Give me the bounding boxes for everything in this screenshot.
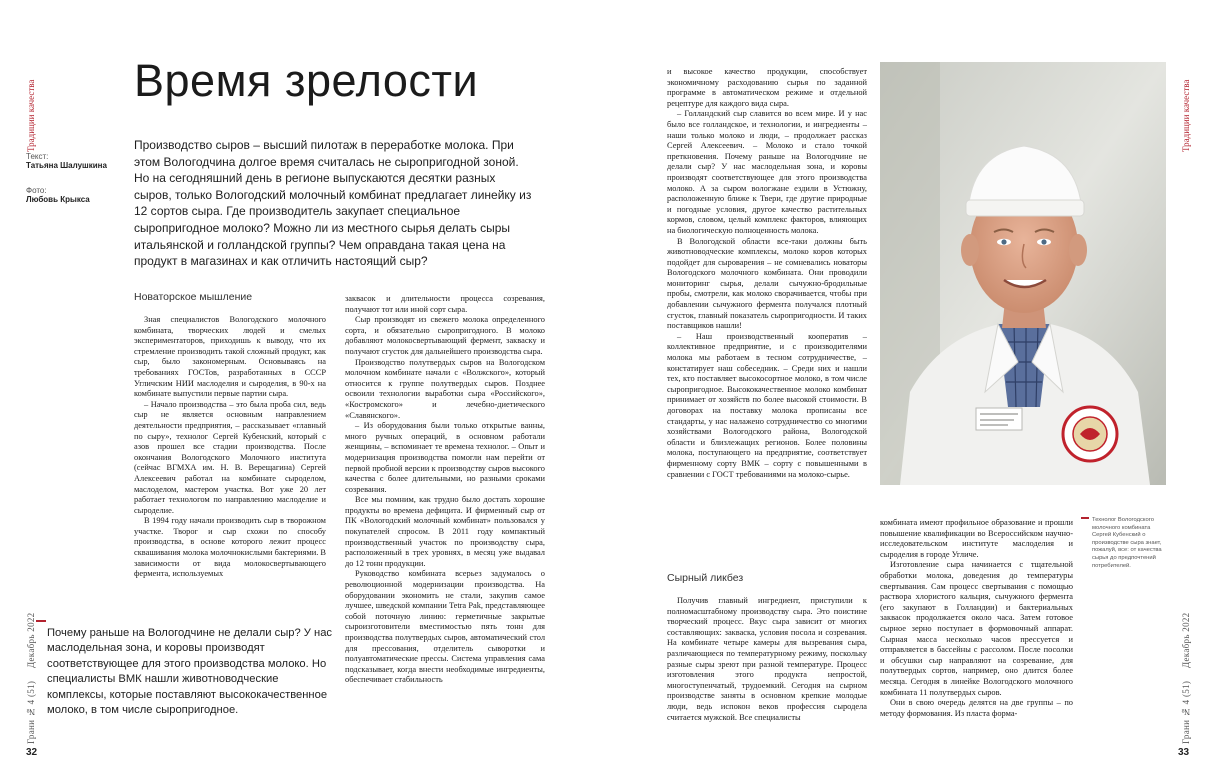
paragraph: комбината имеют профильное образование и прошли повышение квалификации во Всероссийском научно-исследовательском институте маслоделия и сыроделия в городе Угличе. [880,518,1073,559]
page-number-right: 33 [1178,747,1190,758]
credit-text-label: Текст: [26,152,49,161]
paragraph: В Вологодской области все-таки должны быть животноводческие комплексы, молоко коров которых подойдет для сыроварения – не сомневались новаторы Вологодского молочного комбината. Они проводили мониторинг сырья, делали сычужно-бродильные пробы, смотрели, как молоко сворачивается, чтобы при добавлении сычужного фермента получался плотный сгусток, главный показатель сыропригодности. И таких поставщиков нашли! [667,236,867,331]
date-label-left: Декабрь 2022 [26,612,36,669]
paragraph: Все мы помним, как трудно было достать хорошие продукты во времена дефицита. И фирменный сыр от ПК «Вологодский молочный комбинат» пользовался у покупателей спросом. В 2011 году компактный производственный участок по производству сыра, расположенный в трех уровнях, в месяц уже выдавал до 12 тонн продукции. [345,495,545,568]
paragraph: Они в свою очередь делятся на две группы – по методу формования. Из пласта форма- [880,698,1073,718]
article-title: Время зрелости [134,55,479,106]
text-column-3b [667,596,867,738]
portrait-photo [880,62,1166,485]
page-number-left: 32 [26,747,38,758]
caption-accent-bar [1081,517,1089,519]
quote-accent-bar [36,620,46,622]
text-column-3 [667,67,867,553]
article-lead: Производство сыров – высший пилотаж в переработке молока. При этом Вологодчина долгое время считалась не сыропригодной зоной. Но на сегодняшний день в регионе выпускаются десятки разных сыров, только Вологодский молочный комбинат предлагает линейку из 12 сортов сыра. Где производитель закупает специальное сыропригодное молоко? Можно ли из местного сырья делать сыры итальянской и голландской группы? Чем оправдана такая цена на продукт в магазинах и как отличить настоящий сыр? [134,138,532,269]
paragraph: – Наш производственный кооператив – коллективное предприятие, и с производителями молока мы работаем в тесном сотрудничестве, – констатирует наш собеседник. – Среди них и нашли тех, кто поставляет высокосортное молоко, в том числе сыропригодное. Высококачественное молоко комбинат принимает от хозяйств по более высокой стоимости. В договорах на поставку молока прописаны все стандарты, у нас налажено сотрудничество со многими хозяйствами Вологодского района, Вологодской области и близлежащих регионов. Более половины молока, поступающего на предприятие, соответствует фирменному сорту ВМК – сорту с повышенными в сравнении с ГОСТ требованиями на молоко-сырье. [667,331,867,479]
paragraph: Сыр производят из свежего молока определенного сорта, и обязательно сыропригодного. В молоко добавляют молокосвертывающий фермент, закваску и получают сгусток для дальнейшего производства сыра. [345,315,545,356]
credit-photo-label: Фото: [26,186,47,195]
date-label-right: Декабрь 2022 [1181,612,1191,669]
paragraph: и высокое качество продукции, способствует экономичному расходованию сырья по заданной программе в автоматическом режиме и отдельной рецептуре для каждого вида сыра. [667,67,867,108]
paragraph: В 1994 году начали производить сыр в творожном участке. Творог и сыр схожи по способу производства, в основе которого лежит процесс сквашивания молока молочнокислыми бактериями. В зависимости от вида молокосвертывающего фермента, используемых [134,516,326,579]
paragraph: – Начало производства – это была проба сил, ведь сыр не является основным направлением деятельности предприятия, – рассказывает «главный по сыру», технолог Сергей Кубенский, который с азов прошел все стадии производства. После окончания Вологодского Молочного института (сейчас ВГМХА им. Н. В. Верещагина) Сергей Алексеевич работал на комбинате сыроделом, маслоделом, мастером участка. Вот уже 20 лет работает технологом по направлению маслоделие и сыроделие. [134,399,326,515]
credit-text [26,152,107,170]
issue-date-right [1181,612,1191,744]
portrait-illustration [880,62,1166,485]
issue-label-left: Грани № 4 (51) [26,680,36,744]
paragraph: Зная специалистов Вологодского молочного комбината, творческих людей и смелых экспериментаторов, приходишь к выводу, что их стремление производить такой сложный продукт, как сыр, было закономерным. Основываясь на требованиях ГОСТов, разработанных в СССР Угличским НИИ маслоделия и сыроделия, в 90-х на комбинате выпустили первые партии сыра. [134,315,326,399]
paragraph: заквасок и длительности процесса созревания, получают тот или иной сорт сыра. [345,294,545,314]
paragraph: Получив главный ингредиент, приступили к полномасштабному производству сыра. Это поистине творческий процесс. Вкус сыра зависит от многих составляющих: закваска, условия посола и созревания. На комбинате четыре камеры для вызревания сыра, различающиеся по температурному режиму, поскольку разные сыры зреют при разной температуре. Процесс изготовления этого продукта непростой, многоступенчатый, трудоемкий. Сегодня на сырном производстве заняты в основном крепкие молодые люди, ведь испокон веков профессия сыродела считается мужской. Все специалисты [667,596,867,722]
credit-photo-name: Любовь Крыкса [26,195,90,204]
text-column-1 [134,315,326,597]
text-column-4 [880,518,1073,738]
paragraph: – Голландский сыр славится во всем мире. И у нас было все голландское, и технологии, и ингредиенты – наши только молоко и люди, – продолжает рассказ Сергей Алексеевич. – Молоко и стало точкой преткновения. Почему раньше на Вологодчине не делали сыр? У нас маслодельная зона, и коровы производят соответствующее для этого производства молоко. А за сыром вологжане ездили в Устюжну, расположенную ближе к Твери, где другие природные и погодные условия, другое качество растительных кормов, словом, целый комплекс факторов, влияющих на биологическую полноценность молока. [667,109,867,235]
rubric-left: Традиции качества [26,79,36,152]
paragraph: Изготовление сыра начинается с тщательной обработки молока, доведения до температуры свертывания. Сам процесс свертывания с помощью раствора хлористого кальция, сычужного фермента (его закупают в Голландии) и бактериальных заквасок продолжается около часа. Затем готовое сырное зерно поступает в формовочный аппарат. Сырная масса несколько часов прессуется и отправляется в бассейны с рассолом. После посолки и обсушки сыр направляют на созревание, для полутвердых сортов, например, оно длится более месяца. Сегодня в линейке Вологодского молочного комбината 11 полутвердых сыров. [880,560,1073,697]
pull-quote: Почему раньше на Вологодчине не делали сыр? У нас маслодельная зона, и коровы производят соответствующее для этого производства молоко. Но специалисты ВМК нашли животноводческие комплексы, которые поставляют высококачественное молоко, в том числе сыропригодное. [47,627,333,717]
text-column-2 [345,294,545,738]
rubric-right: Традиции качества [1181,79,1191,152]
issue-label-right: Грани № 4 (51) [1181,680,1191,744]
issue-date-left [26,612,36,744]
section-heading-1: Новаторское мышление [134,291,253,303]
paragraph: – Из оборудования были только открытые ванны, многo ручных операций, в основном работали женщины, – вспоминает те времена технолог. – Опыт и модернизация производства помогли нам перейти от первой пробной версии к производству сыров высокого качества с более длительными, но разными сроками созревания. [345,421,545,494]
section-heading-2: Сырный ликбез [667,572,744,584]
credit-photo [26,186,90,204]
photo-caption: Технолог Вологодского молочного комбината Сергей Кубенский о производстве сыра знает, пожалуй, все: от качества сырья до предпочтений потребителей. [1092,517,1162,569]
paragraph: Руководство комбината всерьез задумалось о революционной модернизации производства. На оборудовании экономить не стали, закупив самое лучшее, шведской компании Tetra Pak, представляющее собой поточную линию: герметичные закрытые сыроизготовители вместимостью пять тонн для производства полутвердых сыров, автоматический стол для прессования, отделитель сыворотки и полуавтоматические прессы. Система управления сама подсказывает, когда внести необходимые ингредиенты, обеспечивает стабильность [345,569,545,685]
paragraph: Производство полутвердых сыров на Вологодском молочном комбинате начали с «Волжского», который относится к группе полутвердых сыров. Позднее освоили технологии выработки сыра «Российского», «Костромского» и лечебно-диетического «Славянского». [345,357,545,420]
credit-text-name: Татьяна Шалушкина [26,161,107,170]
